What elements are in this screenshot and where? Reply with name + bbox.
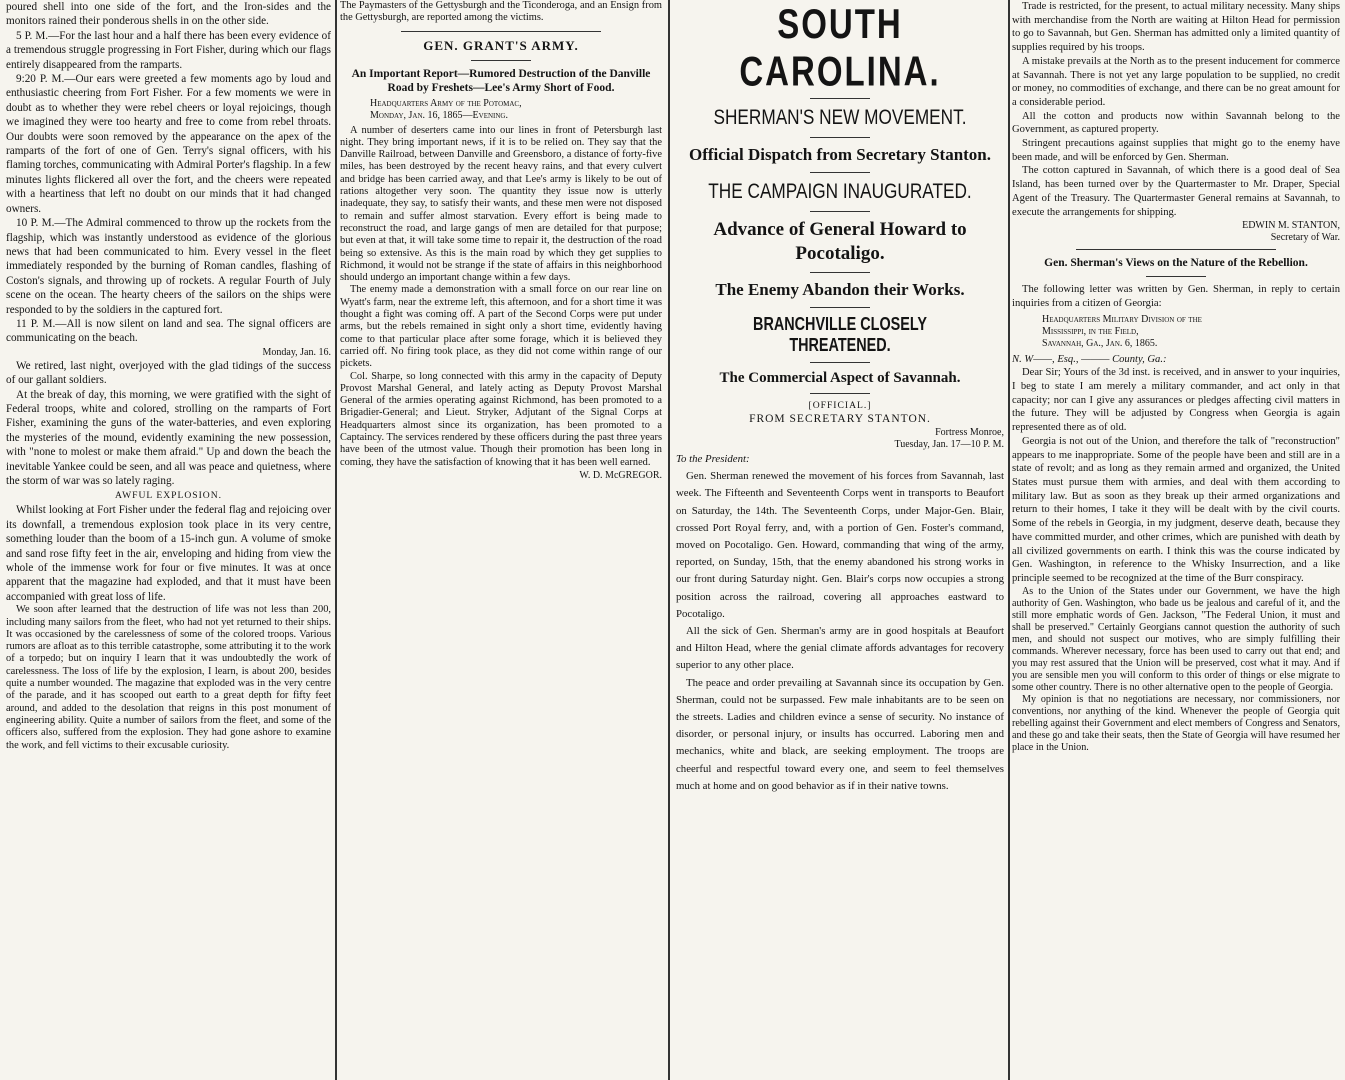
headline: SHERMAN'S NEW MOVEMENT.: [713, 106, 967, 129]
divider: [1146, 276, 1206, 277]
article-paragraph: My opinion is that no negotiations are necessary, nor commissioners, nor conventions, nor anything of the kind. Whenever the people of Georgia quit rebelling against their Government and elect members of Congress and Senators, and these go and take their seats, then the State of Georgia will have resumed her place in the Union.: [1012, 693, 1340, 753]
article-paragraph: 9:20 P. M.—Our ears were greeted a few moments ago by loud and enthusiastic cheering from Fort Fisher. For a few moments we were in doubt as to whether they were rebel cheers or loyal rejoicings, though we imagined they were too hearty and free to come from rebel throats. Our doubts were soon removed by the appearance on the apex of the ramparts of the fort of one of Gen. Terry's signal officers, with his flaming torches, communicating with Admiral Porter's flagship. In a few minutes lights flickered all over the fort, and the cheers were repeated with a heartiness that left no doubt on our minds that it had changed owners.: [6, 73, 331, 215]
signature: EDWIN M. STANTON,: [1242, 220, 1340, 232]
address-line: N. W——, Esq., ——— County, Ga.:: [1012, 353, 1167, 365]
divider: [810, 393, 870, 394]
dateline-line: Tuesday, Jan. 17—10 P. M.: [894, 439, 1004, 450]
article-paragraph: A number of deserters came into our lines in front of Petersburgh last night. They bring important news, if it is to be relied on. They say that the Danville Railroad, between Danville and Greensboro, a distance of forty-five miles, has been destroyed by the recent heavy rains, and that every culvert and bridge has been carried away, and that Lee's army is likely to be out of rations altogether very soon. The quantity they issue now is utterly inadequate, they say, to satisfy their wants, and these men were not disposed to remain and suffer almost starvation. Every effort is being made to reconstruct the road, and large gangs of men are detailed for that purpose; but even at that, it will take some time to repair it, the destruction of the road being so extensive. As this is the main road by which they get supplies to Richmond, it would not be strange if the state of affairs in this neighborhood should undergo an important change within a few days.: [340, 124, 662, 284]
signature-title: Secretary of War.: [1270, 232, 1340, 244]
article-paragraph: poured shell into one side of the fort, and the Iron-sides and the monitors rained their ponderous shells in on the other side.: [6, 1, 331, 28]
subheading: AWFUL EXPLOSION.: [114, 490, 223, 502]
article-paragraph: The enemy made a demonstration with a small force on our rear line on Wyatt's farm, near the extreme left, this afternoon, and for a short time it was thought a fight was coming off. A part of the Second Corps were put under arms, but the rebels remained in sight only a short time, evidently having come to that particular place after some forage, which it is believed they carried off. No firing took place, as they did not come within range of our pickets.: [340, 284, 662, 370]
signature: W. D. McGREGOR.: [579, 469, 662, 481]
article-paragraph: Gen. Sherman renewed the movement of his forces from Savannah, last week. The Fifteenth and Seventeenth Corps went in transports to Beaufort on Saturday, the 14th. The Seventeenth Corps, under Major-Gen. Blair, crossed Port Royal ferry, and, with a portion of Gen. Foster's command, moved on Pocotaligo. Gen. Howard, commanding that wing of the army, reported, on Sunday, 15th, that the enemy abandoned his strong works in our front during Saturday night. Gen. Blair's corps now occupies a strong position across the railroad, covering all approaches eastward to Pocotaligo.: [676, 470, 1004, 620]
dateline-line: Fortress Monroe,: [935, 427, 1004, 438]
divider: [810, 172, 870, 173]
column-south-carolina: [676, 0, 1004, 1080]
column-rule: [335, 0, 337, 1080]
column-savannah: [1012, 0, 1340, 1080]
dateline-line: Savannah, Ga., Jan. 6, 1865.: [1042, 337, 1158, 349]
article-paragraph: All the cotton and products now within Savannah belong to the Government, as captured property.: [1012, 110, 1340, 136]
dateline: [1042, 314, 1340, 350]
article-paragraph: We retired, last night, overjoyed with the glad tidings of the success of our gallant soldiers.: [6, 359, 331, 387]
article-paragraph: Col. Sharpe, so long connected with this army in the capacity of Deputy Provost Marshal General, and lately acting as Deputy Provost Marshal General of the armies operating against Richmond, has been promoted to a Brigadier-General; and Lieut. Stryker, Adjutant of the Signal Corps at Headquarters almost since its organization, has been promoted to a Captaincy. The services rendered by these officers during the past three years have been of the utmost value. Though their promotion has been long in coming, they have the satisfaction of knowing that it has been well earned.: [340, 370, 662, 468]
article-paragraph: All the sick of Gen. Sherman's army are in good hospitals at Beaufort and Hilton Head, where the genial climate affords advantages for recovery superior to any other place.: [676, 625, 1004, 672]
article-paragraph: As to the Union of the States under our Government, we have the high authority of Gen. Washington, who bade us be jealous and careful of it, and the still more emphatic words of Gen. Jackson, "The Federal Union, it must and shall be preserved." Certainly Georgians cannot question the authority of such men, and should not suspect our motives, who are simply fulfilling their commands. Wherever necessary, force has been used to carry out that end; and you may rest assured that the Union will be preserved, cost what it may. And if you are sensible men you will conform to this order of things or else migrate to some other country. There is no other alternative open to the people of Georgia.: [1012, 585, 1340, 693]
article-paragraph: At the break of day, this morning, we were gratified with the sight of Federal troops, white and colored, strolling on the ramparts of Fort Fisher, examining the guns of the water-batteries, and even exploring the mysteries of the mound, evidently examining the new possession, with "none to molest or make them afraid." Up and down the beach the inevitable Yankee could be seen, and all was peace and quietness, where the storm of war was so lately raging.: [6, 388, 331, 487]
official-label: [OFFICIAL.]: [808, 400, 872, 411]
headline: THE CAMPAIGN INAUGURATED.: [708, 180, 972, 203]
dateline: [370, 98, 662, 122]
article-paragraph: Trade is restricted, for the present, to actual military necessity. Many ships with merchandise from the North are waiting at Hilton Head for permission to go to Savannah, but Gen. Sherman has admitted only a limited quantity of supplies required by his troops.: [1012, 1, 1340, 54]
divider: [471, 60, 531, 61]
article-paragraph: Stringent precautions against supplies that might go to the enemy have been made, and will be enforced by Gen. Sherman.: [1012, 138, 1340, 163]
article-paragraph: The cotton captured in Savannah, of which there is a good deal of Sea Island, has been turned over by the Quartermaster to Mr. Draper, Special Agent of the Treasury. The Quartermaster General remains at Savannah, to execute the arrangements for shipping.: [1012, 165, 1340, 218]
column-rule: [1008, 0, 1010, 1080]
divider: [810, 137, 870, 138]
dateline: Monday, Jan. 16.: [262, 346, 331, 358]
headline: The Commercial Aspect of Savannah.: [719, 370, 961, 386]
article-paragraph: Dear Sir; Yours of the 3d inst. is received, and in answer to your inquiries, I beg to state I am merely a military commander, and act only in that capacity; nor can I give any assurances or pledges affecting civil matters in the future. They will be adjusted by Congress when Georgia is again represented there as of old.: [1012, 367, 1340, 434]
from-line: FROM SECRETARY STANTON.: [749, 413, 931, 425]
dateline-line: Mississippi, in the Field,: [1042, 325, 1139, 337]
main-headline: SOUTH CAROLINA.: [739, 0, 941, 95]
article-paragraph: We soon after learned that the destruction of life was not less than 200, including many sailors from the fleet, who had not yet returned to their ships. It was occasioned by the carelessness of some of the colored troops. Various rumors are afloat as to this terrible catastrophe, some attributing it to the work of a torpedo; but on inquiry I learn that it was undoubtedly the work of carelessness. The loss of life by the explosion, I learn, is about 200, besides quite a number wounded. The magazine that exploded was in the very centre of the parade, and it has scooped out earth to a great depth for fifty feet around, and added to the desolation that reigns in this post monument of engineering ability. Quite a number of sailors from the fleet, and some of the officers also, suffered from the explosion. They had gone ashore to examine the work, and fell victims to their excusable curiosity.: [6, 604, 331, 751]
divider: [810, 307, 870, 308]
dateline-line: Headquarters Army of the Potomac,: [370, 97, 522, 109]
article-paragraph: The Paymasters of the Gettysburgh and the Ticonderoga, and an Ensign from the Gettysburgh, are reported among the victims.: [340, 0, 662, 24]
divider: [810, 98, 870, 99]
salutation: To the President:: [676, 453, 750, 465]
column-fort-fisher: [6, 0, 331, 1080]
divider: [810, 362, 870, 363]
article-paragraph: Whilst looking at Fort Fisher under the federal flag and rejoicing over its downfall, a tremendous explosion took place in its very centre, something louder than the boom of a 15-inch gun. A volume of smoke and sand rose fifty feet in the air, enveloping and hiding from view the whole of the immense work for four or five minutes. It was at once apparent that the magazine had exploded, and that it must have been accompanied with great loss of life.: [6, 504, 331, 603]
deck: An Important Report—Rumored Destruction of the Danville Road by Freshets—Lee's Army Short of Food.: [351, 67, 651, 94]
article-paragraph: Georgia is not out of the Union, and therefore the talk of "reconstruction" appears to me inappropriate. Some of the people have been and still are in a state of revolt; and as long as they remain armed and organized, the United States must pursue them with armies, and deal with them according to military law. But as soon as they break up their armed organizations and return to their homes, I take it they will be dealt with by the civil courts. Some of the rebels in Georgia, in my judgment, deserve death, because they have committed murder, and other crimes, which are punished with death by all civilized governments on earth. I think this was the course indicated by Gen. Washington, in reference to the Whisky Insurrection, and a like principle seemed to be recognized at the time of the Burr conspiracy.: [1012, 435, 1340, 584]
article-paragraph: 5 P. M.—For the last hour and a half there has been every evidence of a tremendous struggle progressing in Fort Fisher, during which our flags entirely disappeared from the ramparts.: [6, 29, 331, 71]
dateline-line: Monday, Jan. 16, 1865—Evening.: [370, 109, 508, 121]
headline: BRANCHVILLE CLOSELY THREATENED.: [753, 314, 927, 355]
dateline-line: Headquarters Military Division of the: [1042, 313, 1202, 325]
headline: Advance of General Howard to Pocotaligo.: [713, 219, 967, 264]
article-paragraph: A mistake prevails at the North as to the present inducement for commerce at Savannah. There is not yet any large population to be supplied, no credit or money, no commodities of exchange, and there can be no great amount for a considerable period.: [1012, 55, 1340, 108]
article-paragraph: 11 P. M.—All is now silent on land and sea. The signal officers are communicating on the beach.: [6, 317, 331, 345]
divider: [810, 272, 870, 273]
article-paragraph: 10 P. M.—The Admiral commenced to throw up the rockets from the flagship, which was instantly understood as evidence of the glorious news that had been communicated to him. Every vessel in the fleet immediately responded by the burning of Roman candles, flashing of Coston's signals, and throwing up of rockets. A regular Fourth of July scene on the ocean. The hearty cheers of the sailors on the ships were responded to by the soldiers in the captured fort.: [6, 217, 331, 316]
article-paragraph: The peace and order prevailing at Savannah since its occupation by Gen. Sherman, could not be surpassed. Few male inhabitants are to be seen on the streets. Ladies and children evince a sense of security. No instance of disorder, or personal injury, or insults has occurred. Laboring men and mechanics, white and black, are seeking employment. The troops are cheerful and respectful toward every one, and seem to feel themselves much at home and on good behavior as if in their native towns.: [676, 676, 1004, 792]
divider: [810, 211, 870, 212]
divider: [1076, 249, 1276, 250]
article-paragraph: The following letter was written by Gen. Sherman, in reply to certain inquiries from a citizen of Georgia:: [1012, 284, 1340, 309]
headline: The Enemy Abandon their Works.: [715, 280, 965, 299]
column-rule: [668, 0, 670, 1080]
headline: Gen. Sherman's Views on the Nature of the Rebellion.: [1044, 257, 1308, 270]
divider: [401, 31, 601, 32]
headline: Official Dispatch from Secretary Stanton.: [688, 145, 992, 164]
headline: GEN. GRANT'S ARMY.: [423, 37, 579, 53]
column-grant-army: [340, 0, 662, 1080]
